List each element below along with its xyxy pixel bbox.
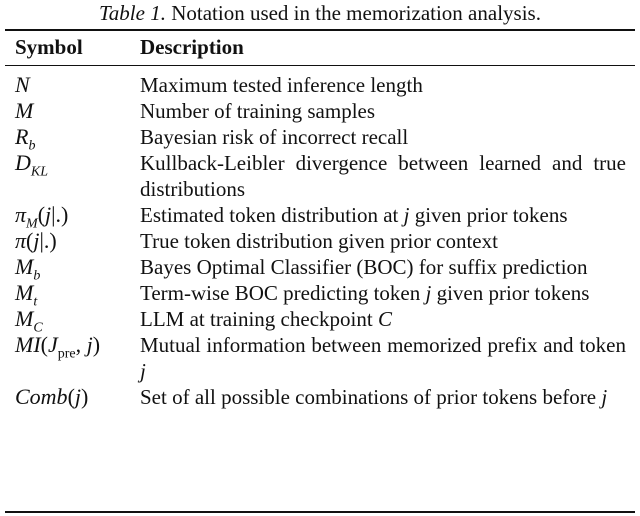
- description-cell: Term-wise BOC predicting token j given prior tokens: [140, 281, 590, 305]
- symbol-cell: $M_C$: [15, 306, 43, 336]
- table-row: [0, 124, 640, 154]
- table-row: [0, 98, 640, 124]
- symbol-cell: $M_b$: [15, 254, 41, 284]
- description-cell: Maximum tested inference length: [140, 73, 423, 97]
- table-row: [0, 150, 640, 202]
- description-cell: LLM at training checkpoint C: [140, 307, 392, 331]
- header-symbol: Symbol: [15, 35, 83, 59]
- table-row: [0, 332, 640, 384]
- symbol-cell: Comb(j): [15, 384, 89, 409]
- description-cell: Mutual information between memorized prefix and token j: [140, 333, 626, 383]
- description-cell: Set of all possible combinations of prior tokens before j: [140, 385, 608, 409]
- description-cell: Number of training samples: [140, 99, 376, 123]
- symbol-cell: π(j|.): [15, 228, 57, 253]
- caption-label: Table 1.: [99, 1, 166, 25]
- table-caption: [0, 1, 640, 25]
- table-row: [0, 72, 640, 98]
- symbol-cell: N: [15, 72, 30, 97]
- symbol-cell: $M_t$: [15, 280, 38, 310]
- description-cell: Kullback-Leibler divergence between learned and true distributions: [140, 151, 626, 201]
- table-row: [0, 384, 640, 410]
- description-cell: Bayesian risk of incorrect recall: [140, 125, 409, 149]
- symbol-cell: $\pi_M(j|.)$: [15, 202, 69, 232]
- symbol-cell: $MI(J_{pre}$, j): [15, 332, 101, 362]
- description-cell: True token distribution given prior context: [140, 229, 498, 253]
- table-row: [0, 306, 640, 336]
- header-rule: [5, 65, 635, 66]
- table-body: [0, 72, 640, 410]
- description-cell: Estimated token distribution at j given prior tokens: [140, 203, 568, 227]
- table-row: [0, 202, 640, 232]
- symbol-cell: $D_{KL}$: [15, 150, 49, 180]
- header-description: Description: [140, 35, 244, 59]
- description-cell: Bayes Optimal Classifier (BOC) for suffix prediction: [140, 255, 588, 279]
- bottom-rule: [5, 511, 635, 513]
- symbol-cell: $R_b$: [15, 124, 36, 154]
- table-row: [0, 280, 640, 310]
- table-row: [0, 254, 640, 284]
- top-rule: [5, 29, 635, 31]
- table-row: [0, 228, 640, 254]
- symbol-cell: M: [15, 98, 34, 123]
- caption-text: Notation used in the memorization analysis.: [171, 1, 541, 25]
